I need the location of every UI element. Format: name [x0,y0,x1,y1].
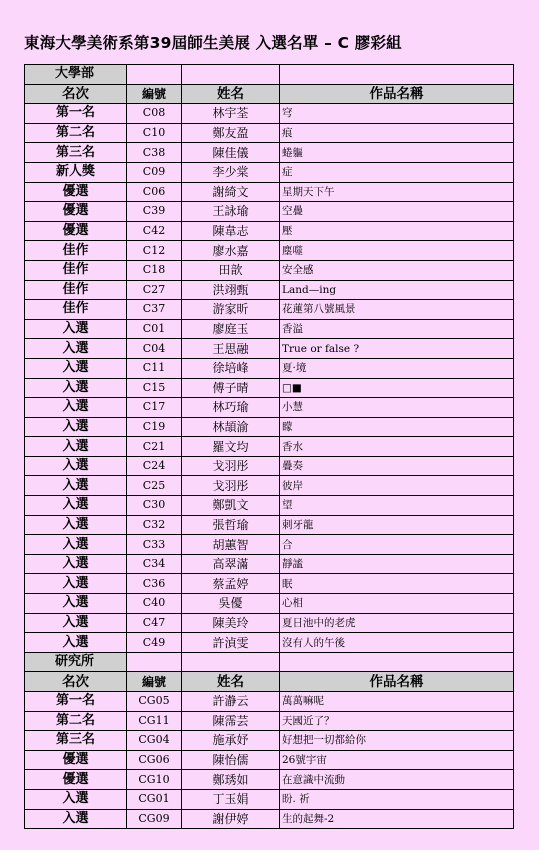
code-cell: CG09 [127,809,182,829]
page-title: 東海大學美術系第39屆師生美展 入選名單 – C 膠彩組 [24,34,402,52]
work-cell: 疊奏 [280,456,514,476]
name-cell: 廖庭玉 [182,319,280,339]
empty-cell [182,652,280,672]
table-row [25,554,514,574]
rank-cell: 入選 [25,574,127,594]
name-cell: 李少棠 [182,162,280,182]
name-cell: 王思融 [182,339,280,359]
rank-cell: 入選 [25,535,127,555]
table-row [25,574,514,594]
table-row [25,260,514,280]
rank-cell: 第三名 [25,731,127,751]
table-row [25,417,514,437]
work-cell: 塵噬 [280,241,514,261]
table-row [25,398,514,418]
name-cell: 洪翊甄 [182,280,280,300]
work-cell: 壓 [280,221,514,241]
name-cell: 田歆 [182,260,280,280]
name-cell: 陳美玲 [182,613,280,633]
code-cell: C47 [127,613,182,633]
work-cell: 矇 [280,417,514,437]
rank-cell: 佳作 [25,280,127,300]
work-cell: 穹 [280,104,514,124]
header-row [25,84,514,104]
table-row [25,300,514,320]
rank-cell: 入選 [25,809,127,829]
header-code: 編號 [127,84,182,104]
table-row [25,731,514,751]
code-cell: C37 [127,300,182,320]
work-cell: True or false ? [280,339,514,359]
table-row [25,750,514,770]
code-cell: C08 [127,104,182,124]
code-cell: C24 [127,456,182,476]
code-cell: CG11 [127,711,182,731]
name-cell: 鄭友盈 [182,123,280,143]
name-cell: 戈羽彤 [182,456,280,476]
code-cell: C38 [127,143,182,163]
table-row [25,143,514,163]
name-cell: 廖水嘉 [182,241,280,261]
work-cell: 望 [280,496,514,516]
work-cell: 刺牙龍 [280,515,514,535]
name-cell: 陳霈芸 [182,711,280,731]
code-cell: C42 [127,221,182,241]
name-cell: 高翠滿 [182,554,280,574]
rank-cell: 新人獎 [25,162,127,182]
table-row [25,809,514,829]
code-cell: C06 [127,182,182,202]
work-cell: 彼岸 [280,476,514,496]
work-cell: 蜷軀 [280,143,514,163]
work-cell: 夏·境 [280,358,514,378]
table-row [25,633,514,653]
table-row [25,789,514,809]
work-cell: 心相 [280,594,514,614]
table-row [25,515,514,535]
name-cell: 吳優 [182,594,280,614]
name-cell: 林宇荃 [182,104,280,124]
empty-cell [280,652,514,672]
code-cell: C18 [127,260,182,280]
rank-cell: 入選 [25,319,127,339]
work-cell: 萬萬嘛呢 [280,692,514,712]
code-cell: C11 [127,358,182,378]
header-name: 姓名 [182,84,280,104]
table-row [25,319,514,339]
work-cell: 香水 [280,437,514,457]
work-cell: 安全感 [280,260,514,280]
empty-cell [280,65,514,85]
name-cell: 陳怡儒 [182,750,280,770]
work-cell: Land—ing [280,280,514,300]
rank-cell: 入選 [25,456,127,476]
table-row [25,437,514,457]
code-cell: C30 [127,496,182,516]
section-label: 大學部 [25,65,127,85]
code-cell: C01 [127,319,182,339]
header-code: 編號 [127,672,182,692]
name-cell: 陳韋志 [182,221,280,241]
rank-cell: 入選 [25,437,127,457]
rank-cell: 入選 [25,789,127,809]
empty-cell [127,652,182,672]
table-row [25,358,514,378]
rank-cell: 入選 [25,358,127,378]
name-cell: 林頡渝 [182,417,280,437]
code-cell: CG10 [127,770,182,790]
table-row [25,241,514,261]
work-cell: 合 [280,535,514,555]
header-name: 姓名 [182,672,280,692]
header-rank: 名次 [25,84,127,104]
code-cell: C15 [127,378,182,398]
code-cell: C27 [127,280,182,300]
table-row [25,535,514,555]
name-cell: 鄭凱文 [182,496,280,516]
code-cell: C49 [127,633,182,653]
rank-cell: 優選 [25,202,127,222]
table-row [25,378,514,398]
code-cell: C19 [127,417,182,437]
name-cell: 許瀞云 [182,692,280,712]
name-cell: 張哲瑜 [182,515,280,535]
work-cell: 空疊 [280,202,514,222]
empty-cell [182,65,280,85]
name-cell: 陳佳儀 [182,143,280,163]
work-cell: 生的起舞-2 [280,809,514,829]
name-cell: 傅子晴 [182,378,280,398]
empty-cell [127,65,182,85]
rank-cell: 入選 [25,417,127,437]
work-cell: 沒有人的午後 [280,633,514,653]
work-cell: 小慧 [280,398,514,418]
rank-cell: 優選 [25,221,127,241]
name-cell: 丁玉娟 [182,789,280,809]
rank-cell: 優選 [25,770,127,790]
rank-cell: 第一名 [25,692,127,712]
rank-cell: 入選 [25,633,127,653]
code-cell: C40 [127,594,182,614]
header-row [25,672,514,692]
section-row [25,65,514,85]
table-row [25,456,514,476]
rank-cell: 佳作 [25,300,127,320]
code-cell: C39 [127,202,182,222]
table-row [25,104,514,124]
rank-cell: 第一名 [25,104,127,124]
rank-cell: 入選 [25,496,127,516]
table-row [25,496,514,516]
header-work: 作品名稱 [280,84,514,104]
rank-cell: 入選 [25,378,127,398]
work-cell: 症 [280,162,514,182]
table-row [25,202,514,222]
table-row [25,770,514,790]
work-cell: 天國近了？ [280,711,514,731]
table-row [25,692,514,712]
name-cell: 謝伊婷 [182,809,280,829]
code-cell: CG06 [127,750,182,770]
header-work: 作品名稱 [280,672,514,692]
section-row [25,652,514,672]
work-cell: 26號宇宙 [280,750,514,770]
table-row [25,280,514,300]
table-row [25,613,514,633]
code-cell: C32 [127,515,182,535]
code-cell: CG04 [127,731,182,751]
results-table [24,64,514,829]
table-row [25,182,514,202]
name-cell: 胡蕙智 [182,535,280,555]
rank-cell: 第二名 [25,123,127,143]
rank-cell: 入選 [25,515,127,535]
rank-cell: 入選 [25,476,127,496]
code-cell: C12 [127,241,182,261]
code-cell: C09 [127,162,182,182]
table-row [25,221,514,241]
rank-cell: 優選 [25,750,127,770]
rank-cell: 第二名 [25,711,127,731]
name-cell: 蔡孟婷 [182,574,280,594]
name-cell: 王詠瑜 [182,202,280,222]
header-rank: 名次 [25,672,127,692]
code-cell: C34 [127,554,182,574]
code-cell: C25 [127,476,182,496]
code-cell: C17 [127,398,182,418]
rank-cell: 佳作 [25,241,127,261]
name-cell: 徐培峰 [182,358,280,378]
name-cell: 許湞雯 [182,633,280,653]
work-cell: 香溢 [280,319,514,339]
rank-cell: 入選 [25,594,127,614]
table-row [25,476,514,496]
rank-cell: 佳作 [25,260,127,280]
name-cell: 羅文均 [182,437,280,457]
table-row [25,594,514,614]
rank-cell: 入選 [25,613,127,633]
code-cell: C36 [127,574,182,594]
table-row [25,711,514,731]
table-row [25,162,514,182]
name-cell: 鄭琇如 [182,770,280,790]
work-cell: 花蓮第八號風景 [280,300,514,320]
code-cell: CG01 [127,789,182,809]
section-label: 研究所 [25,652,127,672]
work-cell: 痕 [280,123,514,143]
work-cell: 盼. 祈 [280,789,514,809]
name-cell: 游家昕 [182,300,280,320]
rank-cell: 入選 [25,339,127,359]
rank-cell: 優選 [25,182,127,202]
name-cell: 施承妤 [182,731,280,751]
code-cell: C33 [127,535,182,555]
work-cell: 星期天下午 [280,182,514,202]
name-cell: 謝綺文 [182,182,280,202]
code-cell: C04 [127,339,182,359]
code-cell: CG05 [127,692,182,712]
table-row [25,123,514,143]
work-cell: 靜謐 [280,554,514,574]
work-cell: 好想把一切都給你 [280,731,514,751]
work-cell: □■ [280,378,514,398]
code-cell: C21 [127,437,182,457]
code-cell: C10 [127,123,182,143]
work-cell: 眠 [280,574,514,594]
work-cell: 在意識中流動 [280,770,514,790]
rank-cell: 入選 [25,398,127,418]
rank-cell: 入選 [25,554,127,574]
name-cell: 林巧瑜 [182,398,280,418]
name-cell: 戈羽彤 [182,476,280,496]
work-cell: 夏日池中的老虎 [280,613,514,633]
rank-cell: 第三名 [25,143,127,163]
table-row [25,339,514,359]
